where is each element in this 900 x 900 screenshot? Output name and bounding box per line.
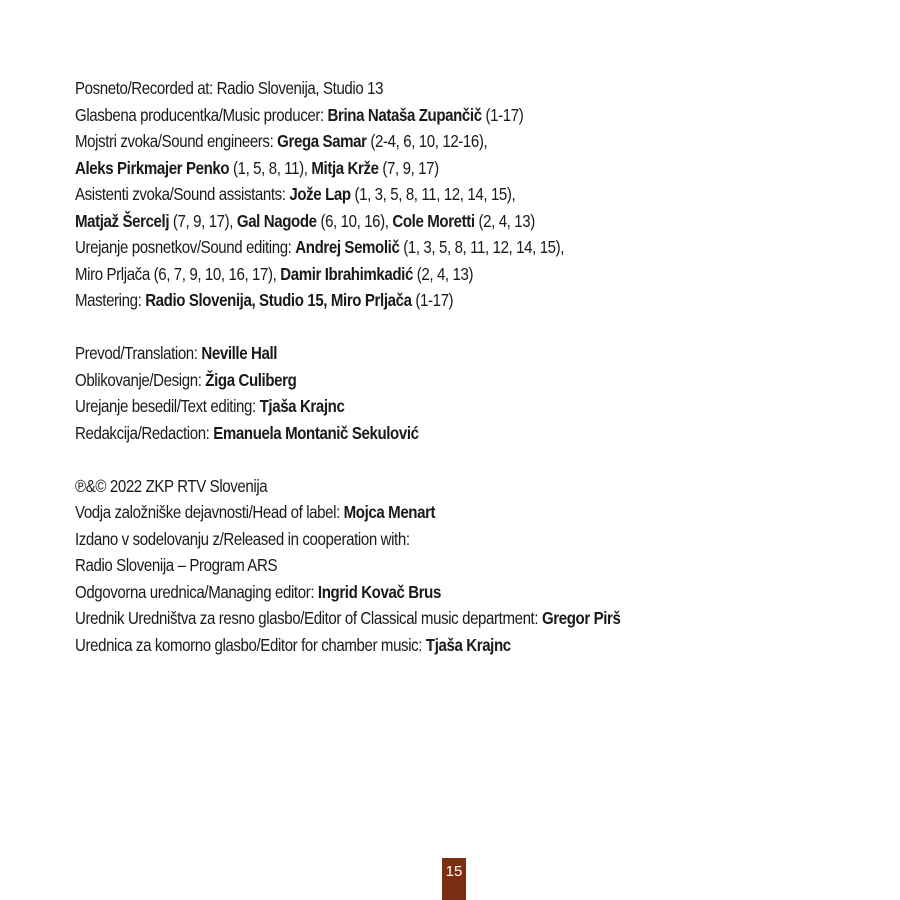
credit-text: Urejanje besedil/Text editing: xyxy=(75,396,260,416)
section-gap xyxy=(75,446,875,473)
credit-text: ℗&© 2022 ZKP RTV Slovenija xyxy=(75,475,268,496)
credit-name: Cole Moretti xyxy=(392,210,475,231)
credit-line xyxy=(75,234,763,261)
credit-text: Mastering: xyxy=(75,290,146,310)
credit-text: Radio Slovenija – Program ARS xyxy=(75,555,278,575)
credit-text: Glasbena producentka/Music producer: xyxy=(75,104,328,125)
credit-text: (2-4, 6, 10, 12-16), xyxy=(366,131,488,151)
page-number-badge: 15 xyxy=(442,858,466,900)
credit-text: Vodja založniške dejavnosti/Head of label: xyxy=(75,502,344,522)
credit-line xyxy=(75,208,763,235)
credit-name: Grega Samar xyxy=(277,131,367,151)
credit-name: Neville Hall xyxy=(201,343,278,363)
credit-name: Mitja Krže xyxy=(311,157,379,178)
credit-line xyxy=(75,552,763,579)
credit-name: Ingrid Kovač Brus xyxy=(317,581,441,602)
credit-name: Tjaša Krajnc xyxy=(259,396,345,416)
credit-text: (6, 10, 16), xyxy=(316,210,393,231)
credit-text: (1, 3, 5, 8, 11, 12, 14, 15), xyxy=(350,184,516,204)
credit-name: Emanuela Montanič Sekulović xyxy=(213,422,419,443)
credit-text: Asistenti zvoka/Sound assistants: xyxy=(75,184,290,204)
credit-name: Damir Ibrahimkadić xyxy=(280,263,413,284)
credit-text: Mojstri zvoka/Sound engineers: xyxy=(75,131,278,151)
credit-line xyxy=(75,367,763,394)
credit-text: Prevod/Translation: xyxy=(75,343,202,363)
credit-text: (1, 3, 5, 8, 11, 12, 14, 15), xyxy=(399,237,565,257)
credit-text: Posneto/Recorded at: Radio Slovenija, Studio 13 xyxy=(75,78,384,98)
credit-line xyxy=(75,155,763,182)
credit-name: Andrej Semolič xyxy=(295,237,400,257)
credit-name: Gal Nagode xyxy=(236,210,317,231)
credit-name: Žiga Culiberg xyxy=(205,369,297,390)
credit-line xyxy=(75,499,763,526)
credit-text: (2, 4, 13) xyxy=(412,263,474,284)
credit-line xyxy=(75,420,763,447)
credit-text: (1-17) xyxy=(481,104,524,125)
credit-text: Odgovorna urednica/Managing editor: xyxy=(75,581,318,602)
credit-line xyxy=(75,473,763,500)
credit-text: (1, 5, 8, 11), xyxy=(229,157,312,178)
credit-line xyxy=(75,605,763,632)
credit-line xyxy=(75,632,763,659)
recording-credits xyxy=(75,75,875,314)
credit-text: (7, 9, 17), xyxy=(169,210,237,231)
credit-name: Brina Nataša Zupančič xyxy=(327,104,482,125)
production-credits xyxy=(75,340,875,446)
credit-line xyxy=(75,128,763,155)
credit-name: Mojca Menart xyxy=(343,502,436,522)
credit-line xyxy=(75,261,763,288)
credit-text: Urednica za komorno glasbo/Editor for chamber music: xyxy=(75,634,426,655)
credit-text: Urednik Uredništva za resno glasbo/Editor of Classical music department: xyxy=(75,608,542,628)
credit-line xyxy=(75,181,763,208)
credit-text: (7, 9, 17) xyxy=(378,157,439,178)
section-gap xyxy=(75,314,875,341)
label-credits xyxy=(75,473,875,659)
credit-name: Matjaž Šercelj xyxy=(75,210,170,231)
credit-line xyxy=(75,287,763,314)
credit-text: Izdano v sodelovanju z/Released in cooperation with: xyxy=(75,528,410,549)
credit-text: (2, 4, 13) xyxy=(474,210,535,231)
credit-name: Jože Lap xyxy=(289,184,351,204)
credit-text: Oblikovanje/Design: xyxy=(75,369,206,390)
credit-text: (1-17) xyxy=(411,290,454,310)
credit-line xyxy=(75,526,763,553)
credit-name: Tjaša Krajnc xyxy=(425,634,511,655)
credit-text: Redakcija/Redaction: xyxy=(75,422,214,443)
credit-name: Gregor Pirš xyxy=(541,608,621,628)
credit-text: Urejanje posnetkov/Sound editing: xyxy=(75,237,296,257)
credit-name: Radio Slovenija, Studio 15, Miro Prljača xyxy=(145,290,412,310)
credit-line xyxy=(75,340,763,367)
credit-line xyxy=(75,75,763,102)
credit-text: Miro Prljača (6, 7, 9, 10, 16, 17), xyxy=(75,263,281,284)
credits-block xyxy=(75,75,875,658)
credit-line xyxy=(75,579,763,606)
credit-name: Aleks Pirkmajer Penko xyxy=(75,157,230,178)
credit-line xyxy=(75,102,763,129)
credit-line xyxy=(75,393,763,420)
